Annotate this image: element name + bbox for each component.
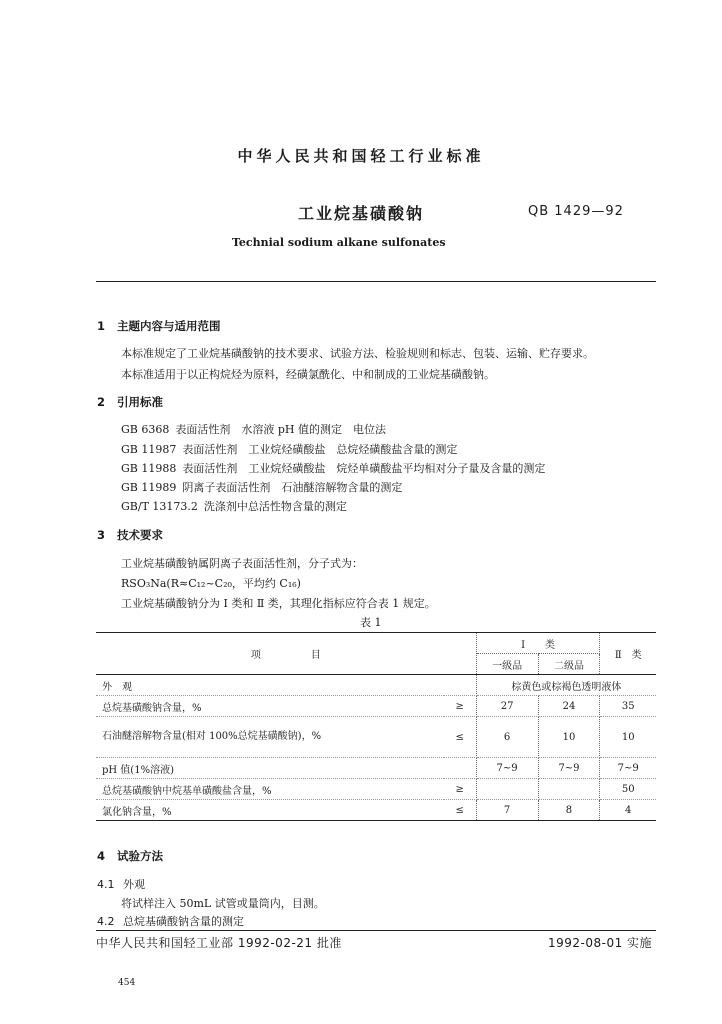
table-header-row bbox=[96, 633, 656, 654]
table-row bbox=[96, 696, 656, 717]
section-2-number: 2 bbox=[97, 395, 106, 409]
reference-standard bbox=[121, 479, 408, 495]
row-value-grade-2: 8 bbox=[538, 800, 600, 821]
implementation-date: 1992-08-01 实施 bbox=[548, 936, 653, 950]
row-value-grade-1 bbox=[476, 779, 538, 800]
row-value-class-2: 7~9 bbox=[600, 758, 656, 779]
reference-name: 洗涤剂中总活性物含量的测定 bbox=[203, 500, 347, 513]
row-item: pH 值(1%溶液) bbox=[96, 758, 444, 779]
table-row bbox=[96, 758, 656, 779]
spec-table bbox=[96, 632, 656, 821]
table-row bbox=[96, 675, 656, 696]
row-item: 总烷基磺酸钠中烷基单磺酸盐含量，% bbox=[96, 779, 444, 800]
english-title: Technial sodium alkane sulfonates bbox=[232, 236, 446, 249]
document-header: 中华人民共和国轻工行业标准 bbox=[237, 147, 485, 165]
table-row bbox=[96, 800, 656, 821]
page-number: 454 bbox=[118, 978, 136, 988]
row-symbol bbox=[444, 758, 477, 779]
section-1-para-2: 本标准适用于以正构烷烃为原料，经磺氯酰化、中和制成的工业烷基磺酸钠。 bbox=[121, 368, 495, 381]
row-item: 外 观 bbox=[96, 675, 444, 696]
molecular-formula: RSO₃Na(R≈C₁₂~C₂₀，平均约 C₁₆) bbox=[121, 577, 301, 590]
reference-standard bbox=[121, 498, 353, 514]
subsection-4-2-number: 4.2 bbox=[97, 915, 115, 928]
header-grade-2: 二级品 bbox=[538, 654, 600, 675]
section-1-title: 主题内容与适用范围 bbox=[117, 319, 221, 333]
reference-standard bbox=[121, 441, 463, 457]
row-value-grade-2 bbox=[538, 779, 600, 800]
standard-code: QB 1429—92 bbox=[528, 204, 624, 219]
row-symbol: ≤ bbox=[444, 800, 477, 821]
section-3-para-1: 工业烷基磺酸钠属阴离子表面活性剂，分子式为： bbox=[121, 557, 363, 570]
row-value-grade-2: 24 bbox=[538, 696, 600, 717]
header-class-2: Ⅱ 类 bbox=[600, 633, 656, 675]
section-4-title: 试验方法 bbox=[117, 849, 163, 863]
section-2-title: 引用标准 bbox=[117, 395, 163, 409]
reference-code: GB 11988 bbox=[121, 462, 177, 475]
reference-name: 表面活性剂 水溶液 pH 值的测定 电位法 bbox=[175, 423, 387, 436]
header-rule bbox=[96, 281, 656, 282]
row-value-grade-1: 7 bbox=[476, 800, 538, 821]
approval-line: 中华人民共和国轻工业部 1992-02-21 批准 bbox=[96, 936, 342, 950]
row-symbol: ≥ bbox=[444, 779, 477, 800]
subsection-4-1-number: 4.1 bbox=[97, 878, 115, 891]
reference-code: GB 6368 bbox=[121, 423, 170, 436]
row-value-class-2: 10 bbox=[600, 717, 656, 758]
section-3-heading bbox=[97, 527, 163, 543]
table-row bbox=[96, 779, 656, 800]
section-2-heading bbox=[97, 394, 163, 410]
row-item: 氯化钠含量，% bbox=[96, 800, 444, 821]
header-item: 项 目 bbox=[96, 633, 476, 675]
row-symbol: ≤ bbox=[444, 717, 477, 758]
reference-standard bbox=[121, 421, 392, 437]
section-4-heading bbox=[97, 848, 163, 864]
document-title: 工业烷基磺酸钠 bbox=[297, 204, 424, 223]
row-value-grade-1: 27 bbox=[476, 696, 538, 717]
reference-name: 阴离子表面活性剂 石油醚溶解物含量的测定 bbox=[182, 481, 403, 494]
row-symbol: ≥ bbox=[444, 696, 477, 717]
row-merged-value: 棕黄色或棕褐色透明液体 bbox=[476, 675, 656, 696]
reference-code: GB 11987 bbox=[121, 443, 177, 456]
header-grade-1: 一级品 bbox=[476, 654, 538, 675]
section-3-para-3: 工业烷基磺酸钠分为 Ⅰ 类和 Ⅱ 类，其理化指标应符合表 1 规定。 bbox=[121, 597, 436, 610]
subsection-4-1-heading bbox=[97, 876, 145, 892]
subsection-4-2-heading bbox=[97, 913, 244, 929]
section-1-number: 1 bbox=[97, 319, 106, 333]
row-item: 总烷基磺酸钠含量，% bbox=[96, 696, 444, 717]
row-symbol bbox=[444, 675, 477, 696]
section-3-title: 技术要求 bbox=[117, 528, 163, 542]
reference-name: 表面活性剂 工业烷烃磺酸盐 总烷烃磺酸盐含量的测定 bbox=[182, 443, 458, 456]
section-1-heading bbox=[97, 318, 221, 334]
footer-rule bbox=[96, 930, 656, 931]
row-value-grade-1: 6 bbox=[476, 717, 538, 758]
reference-standard bbox=[121, 460, 551, 476]
section-3-number: 3 bbox=[97, 528, 106, 542]
subsection-4-2-title: 总烷基磺酸钠含量的测定 bbox=[123, 915, 244, 928]
subsection-4-1-title: 外观 bbox=[123, 878, 145, 891]
section-1-para-1: 本标准规定了工业烷基磺酸钠的技术要求、试验方法、检验规则和标志、包装、运输、贮存要求。 bbox=[121, 347, 594, 360]
row-item: 石油醚溶解物含量(相对 100%总烷基磺酸钠)，% bbox=[96, 717, 444, 758]
reference-code: GB 11989 bbox=[121, 481, 177, 494]
header-class-1: Ⅰ 类 bbox=[476, 633, 600, 654]
subsection-4-1-para: 将试样注入 50mL 试管或量筒内，目测。 bbox=[121, 897, 325, 910]
table-row bbox=[96, 717, 656, 758]
row-value-grade-2: 7~9 bbox=[538, 758, 600, 779]
row-value-grade-2: 10 bbox=[538, 717, 600, 758]
reference-code: GB/T 13173.2 bbox=[121, 500, 198, 513]
section-4-number: 4 bbox=[97, 849, 106, 863]
row-value-class-2: 50 bbox=[600, 779, 656, 800]
table-caption: 表 1 bbox=[360, 616, 382, 629]
row-value-grade-1: 7~9 bbox=[476, 758, 538, 779]
reference-name: 表面活性剂 工业烷烃磺酸盐 烷烃单磺酸盐平均相对分子量及含量的测定 bbox=[182, 462, 546, 475]
row-value-class-2: 35 bbox=[600, 696, 656, 717]
row-value-class-2: 4 bbox=[600, 800, 656, 821]
